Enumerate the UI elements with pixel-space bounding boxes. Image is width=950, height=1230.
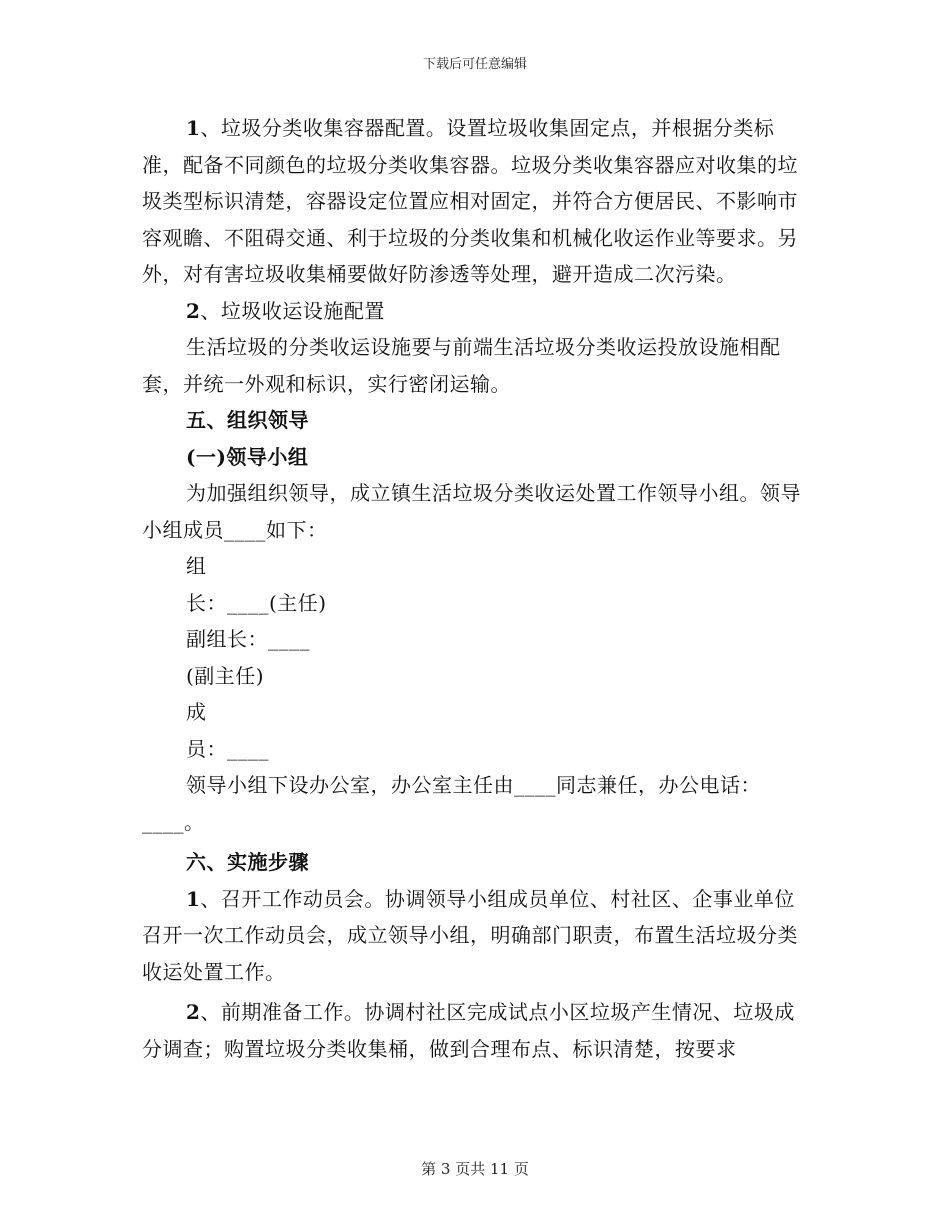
paragraph-step-mobilization bbox=[142, 881, 810, 991]
paragraph-text: 、前期准备工作。协调村社区完成试点小区垃圾产生情况、垃圾成分调查；购置垃圾分类收集桶，做到合理布点、标识清楚，按要求 bbox=[142, 1000, 795, 1061]
member-label: 成 bbox=[186, 700, 207, 724]
deputy-value: (副主任) bbox=[186, 663, 265, 688]
paragraph-text: 、垃圾收运设施配置 bbox=[200, 298, 385, 323]
paragraph-step-preparation bbox=[142, 994, 810, 1067]
paragraph-transport-config bbox=[142, 293, 810, 330]
subsection-heading-leadership-group: (一)领导小组 bbox=[186, 444, 309, 469]
paragraph-transport-detail: 生活垃圾的分类收运设施要与前端生活垃圾分类收运投放设施相配套，并统一外观和标识，实行密闭运输。 bbox=[142, 335, 781, 396]
member-value: 员：____ bbox=[186, 736, 269, 761]
paragraph-office: 领导小组下设办公室，办公室主任由____同志兼任，办公电话：____。 bbox=[142, 773, 761, 834]
item-number: 2 bbox=[186, 298, 201, 323]
item-number: 1 bbox=[186, 886, 201, 911]
item-number: 1 bbox=[186, 116, 201, 140]
page-footer: 第 3 页共 11 页 bbox=[421, 1160, 529, 1178]
paragraph-text: 、垃圾分类收集容器配置。设置垃圾收集固定点，并根据分类标准，配备不同颜色的垃圾分类收集容器。垃圾分类收集容器应对收集的垃圾类型标识清楚，容器设定位置应相对固定，并符合方便居民、不影响市容观瞻、不阻碍交通、利于垃圾的分类收集和机械化收运作业等要求。另外，对有害垃圾收集桶要做好防渗透等处理，避开造成二次污染。 bbox=[142, 116, 798, 286]
item-number: 2 bbox=[186, 1000, 201, 1024]
paragraph-container-config bbox=[142, 110, 810, 293]
section-heading-steps: 六、实施步骤 bbox=[186, 850, 309, 874]
page-header: 下载后可任意编辑 bbox=[422, 57, 527, 72]
section-heading-organization: 五、组织领导 bbox=[186, 408, 309, 432]
deputy-label: 副组长：____ bbox=[186, 627, 310, 651]
paragraph-leadership-intro: 为加强组织领导，成立镇生活垃圾分类收运处置工作领导小组。领导小组成员____如下： bbox=[142, 481, 801, 542]
paragraph-text: 、召开工作动员会。协调领导小组成员单位、村社区、企事业单位召开一次工作动员会，成立领导小组，明确部门职责，布置生活垃圾分类收运处置工作。 bbox=[142, 886, 798, 984]
document-body bbox=[142, 110, 810, 1067]
leader-label: 组 bbox=[186, 554, 207, 578]
leader-value: 长：____(主任) bbox=[186, 590, 327, 615]
